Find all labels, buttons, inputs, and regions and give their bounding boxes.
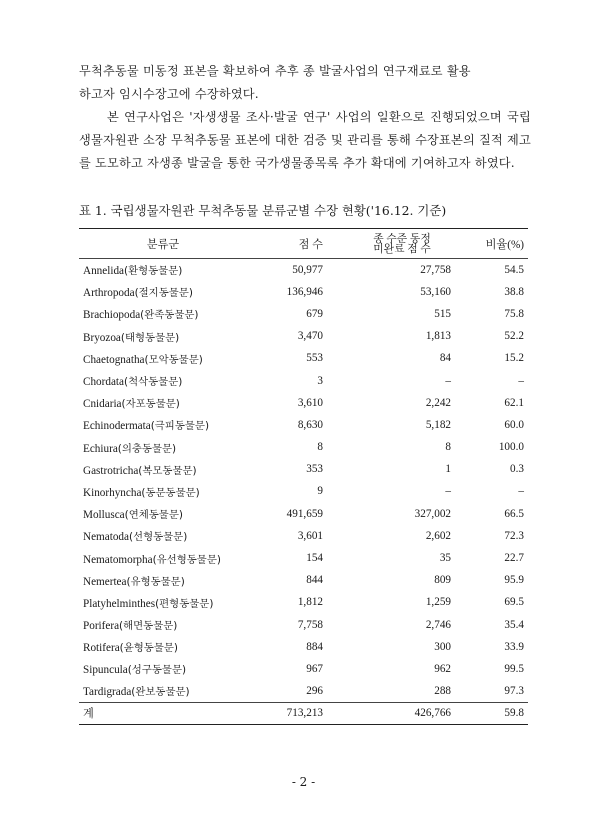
cell-unidentified: 288 (434, 684, 451, 697)
cell-unidentified: 35 (439, 552, 451, 565)
table-total-row (79, 702, 528, 724)
cell-unidentified: 84 (439, 352, 451, 365)
taxon-korean-name: (유형동물문) (126, 575, 185, 588)
cell-count: 136,946 (286, 285, 323, 298)
cell-ratio: 72.3 (504, 529, 524, 542)
cell-ratio: 95.9 (504, 574, 524, 587)
cell-unidentified: 962 (434, 662, 451, 675)
cell-taxon (79, 436, 247, 458)
collection-status-table (79, 228, 528, 725)
taxon-korean-name: (모악동물문) (144, 353, 203, 366)
taxon-korean-name: (환형동물문) (124, 265, 183, 278)
cell-count: 9 (317, 485, 323, 498)
cell-count: 8 (317, 441, 323, 454)
cell-ratio: 35.4 (504, 618, 524, 631)
cell-taxon (79, 392, 247, 414)
cell-taxon (79, 458, 247, 480)
taxon-korean-name: (복모동물문) (138, 464, 197, 477)
table-row (79, 680, 528, 702)
taxon-scientific-name: Kinorhyncha (83, 486, 142, 499)
cell-count: 3,601 (297, 529, 323, 542)
body-paragraph-1-line-1: 무척추동물 미동정 표본을 확보하여 추후 종 발굴사업의 연구재료로 활용 (79, 64, 471, 78)
taxon-scientific-name: Nemertea (83, 575, 127, 588)
cell-ratio: – (518, 485, 524, 498)
taxon-scientific-name: Platyhelminthes (83, 597, 156, 610)
taxon-korean-name: (윤형동물문) (119, 642, 178, 655)
cell-count: 50,977 (292, 263, 323, 276)
taxon-korean-name: (해면동물문) (119, 620, 178, 633)
header-count: 점 수 (247, 229, 333, 259)
table-row (79, 369, 528, 391)
cell-taxon (79, 591, 247, 613)
table-row (79, 658, 528, 680)
cell-unidentified: 2,746 (425, 618, 451, 631)
cell-count: 3,470 (297, 330, 323, 343)
cell-ratio: 22.7 (504, 552, 524, 565)
taxon-korean-name: (자포동물문) (121, 398, 180, 411)
cell-unidentified: 27,758 (420, 263, 451, 276)
header-unidentified-line-1: 종 수준 동정 (373, 232, 431, 245)
cell-unidentified: – (445, 374, 451, 387)
total-count: 713,213 (247, 702, 333, 724)
taxon-korean-name: (완족동물문) (140, 309, 199, 322)
cell-unidentified: 327,002 (414, 507, 451, 520)
cell-count: 844 (306, 574, 323, 587)
cell-unidentified: 1,259 (425, 596, 451, 609)
body-paragraph-2: 본 연구사업은 '자생생물 조사·발굴 연구' 사업의 일환으로 진행되었으며 국립생물자원관 소장 무척추동물 표본에 대한 검증 및 관리를 통해 수장표본의 질적 제고를 도모하고 자생종 발굴을 통한 국가생물종목록 추가 확대에 기여하고자 하였다. (79, 110, 531, 170)
taxon-korean-name: (편형동물문) (155, 597, 214, 610)
table-row (79, 636, 528, 658)
taxon-scientific-name: Chaetognatha (83, 353, 145, 366)
taxon-korean-name: (연체동물문) (124, 509, 183, 522)
table-row (79, 525, 528, 547)
cell-taxon (79, 680, 247, 702)
taxon-scientific-name: Chordata (83, 376, 125, 389)
cell-unidentified: 8 (445, 441, 451, 454)
cell-taxon (79, 259, 247, 281)
table-row (79, 347, 528, 369)
cell-ratio: 66.5 (504, 507, 524, 520)
cell-count: 8,630 (297, 418, 323, 431)
cell-ratio: 97.3 (504, 684, 524, 697)
cell-unidentified: 2,602 (425, 529, 451, 542)
taxon-scientific-name: Rotifera (83, 642, 120, 655)
cell-taxon (79, 569, 247, 591)
taxon-korean-name: (유선형동물문) (152, 553, 221, 566)
taxon-scientific-name: Tardigrada (83, 686, 132, 699)
cell-unidentified: – (445, 485, 451, 498)
page-number: - 2 - (291, 775, 316, 789)
taxon-korean-name: (완보동물문) (131, 686, 190, 699)
table-row (79, 614, 528, 636)
cell-count: 967 (306, 662, 323, 675)
cell-ratio: 60.0 (504, 418, 524, 431)
cell-ratio: 0.3 (510, 463, 524, 476)
cell-unidentified: 809 (434, 574, 451, 587)
taxon-korean-name: (극피동물문) (150, 420, 210, 433)
cell-ratio: 69.5 (504, 596, 524, 609)
cell-taxon (79, 303, 247, 325)
cell-unidentified: 53,160 (420, 285, 451, 298)
taxon-scientific-name: Nematoda (83, 531, 129, 544)
table-row (79, 414, 528, 436)
cell-taxon (79, 658, 247, 680)
cell-count: 3,610 (297, 396, 323, 409)
taxon-scientific-name: Arthropoda (83, 287, 135, 300)
table-row (79, 436, 528, 458)
cell-taxon (79, 369, 247, 391)
taxon-korean-name: (태형동물문) (120, 331, 180, 344)
cell-ratio: 99.5 (504, 662, 524, 675)
cell-count: 7,758 (297, 618, 323, 631)
cell-count: 3 (317, 374, 323, 387)
taxon-scientific-name: Mollusca (83, 509, 125, 522)
header-taxon: 분류군 (79, 229, 247, 259)
cell-taxon (79, 480, 247, 502)
cell-unidentified: 2,242 (425, 396, 451, 409)
table-row (79, 392, 528, 414)
table-row (79, 547, 528, 569)
table-row (79, 569, 528, 591)
cell-taxon (79, 636, 247, 658)
cell-count: 884 (306, 640, 323, 653)
cell-count: 353 (306, 463, 323, 476)
taxon-korean-name: (척삭동물문) (124, 376, 183, 389)
cell-ratio: 54.5 (504, 263, 524, 276)
table-row (79, 591, 528, 613)
body-paragraph-1 (79, 60, 531, 106)
cell-taxon (79, 347, 247, 369)
taxon-scientific-name: Sipuncula (83, 664, 128, 677)
table-header-row (79, 229, 528, 259)
cell-ratio: 62.1 (504, 396, 524, 409)
table-caption: 표 1. 국립생물자원관 무척추동물 분류군별 수장 현황('16.12. 기준) (79, 203, 447, 218)
total-label: 계 (79, 702, 247, 724)
cell-taxon (79, 614, 247, 636)
cell-taxon (79, 281, 247, 303)
cell-unidentified: 515 (434, 307, 451, 320)
table-row (79, 503, 528, 525)
taxon-scientific-name: Brachiopoda (83, 309, 141, 322)
taxon-scientific-name: Bryozoa (83, 331, 121, 344)
taxon-scientific-name: Echiura (83, 442, 118, 455)
cell-unidentified: 300 (434, 640, 451, 653)
total-ratio: 59.8 (471, 702, 528, 724)
cell-count: 296 (306, 684, 323, 697)
total-unidentified: 426,766 (333, 702, 471, 724)
taxon-scientific-name: Echinodermata (83, 420, 151, 433)
cell-ratio: 75.8 (504, 307, 524, 320)
body-paragraph-1-line-2: 하고자 임시수장고에 수장하였다. (79, 87, 259, 101)
header-unidentified (333, 229, 471, 259)
cell-count: 491,659 (286, 507, 323, 520)
header-ratio: 비율(%) (471, 229, 528, 259)
cell-count: 553 (306, 352, 323, 365)
taxon-korean-name: (절지동물문) (134, 287, 193, 300)
table-row (79, 480, 528, 502)
taxon-korean-name: (성구동물문) (127, 664, 187, 677)
taxon-korean-name: (선형동물문) (128, 531, 188, 544)
taxon-scientific-name: Gastrotricha (83, 464, 139, 477)
cell-count: 1,812 (297, 596, 323, 609)
cell-ratio: 15.2 (504, 352, 524, 365)
table-row (79, 458, 528, 480)
cell-unidentified: 1 (445, 463, 451, 476)
taxon-scientific-name: Nematomorpha (83, 553, 153, 566)
cell-taxon (79, 503, 247, 525)
cell-ratio: 38.8 (504, 285, 524, 298)
cell-taxon (79, 547, 247, 569)
taxon-korean-name: (동문동물문) (141, 486, 200, 499)
taxon-scientific-name: Porifera (83, 620, 120, 633)
taxon-scientific-name: Annelida (83, 265, 125, 278)
cell-count: 679 (306, 307, 323, 320)
table-row (79, 259, 528, 281)
cell-ratio: 33.9 (504, 640, 524, 653)
cell-taxon (79, 414, 247, 436)
table-row (79, 303, 528, 325)
table-row (79, 281, 528, 303)
table-row (79, 325, 528, 347)
cell-ratio: 100.0 (498, 441, 524, 454)
cell-taxon (79, 325, 247, 347)
cell-ratio: – (518, 374, 524, 387)
taxon-korean-name: (의충동물문) (117, 442, 177, 455)
cell-ratio: 52.2 (504, 330, 524, 343)
cell-unidentified: 1,813 (425, 330, 451, 343)
taxon-scientific-name: Cnidaria (83, 398, 122, 411)
cell-unidentified: 5,182 (425, 418, 451, 431)
header-unidentified-line-2: 미완료 점 수 (373, 242, 431, 255)
cell-count: 154 (306, 552, 323, 565)
cell-taxon (79, 525, 247, 547)
